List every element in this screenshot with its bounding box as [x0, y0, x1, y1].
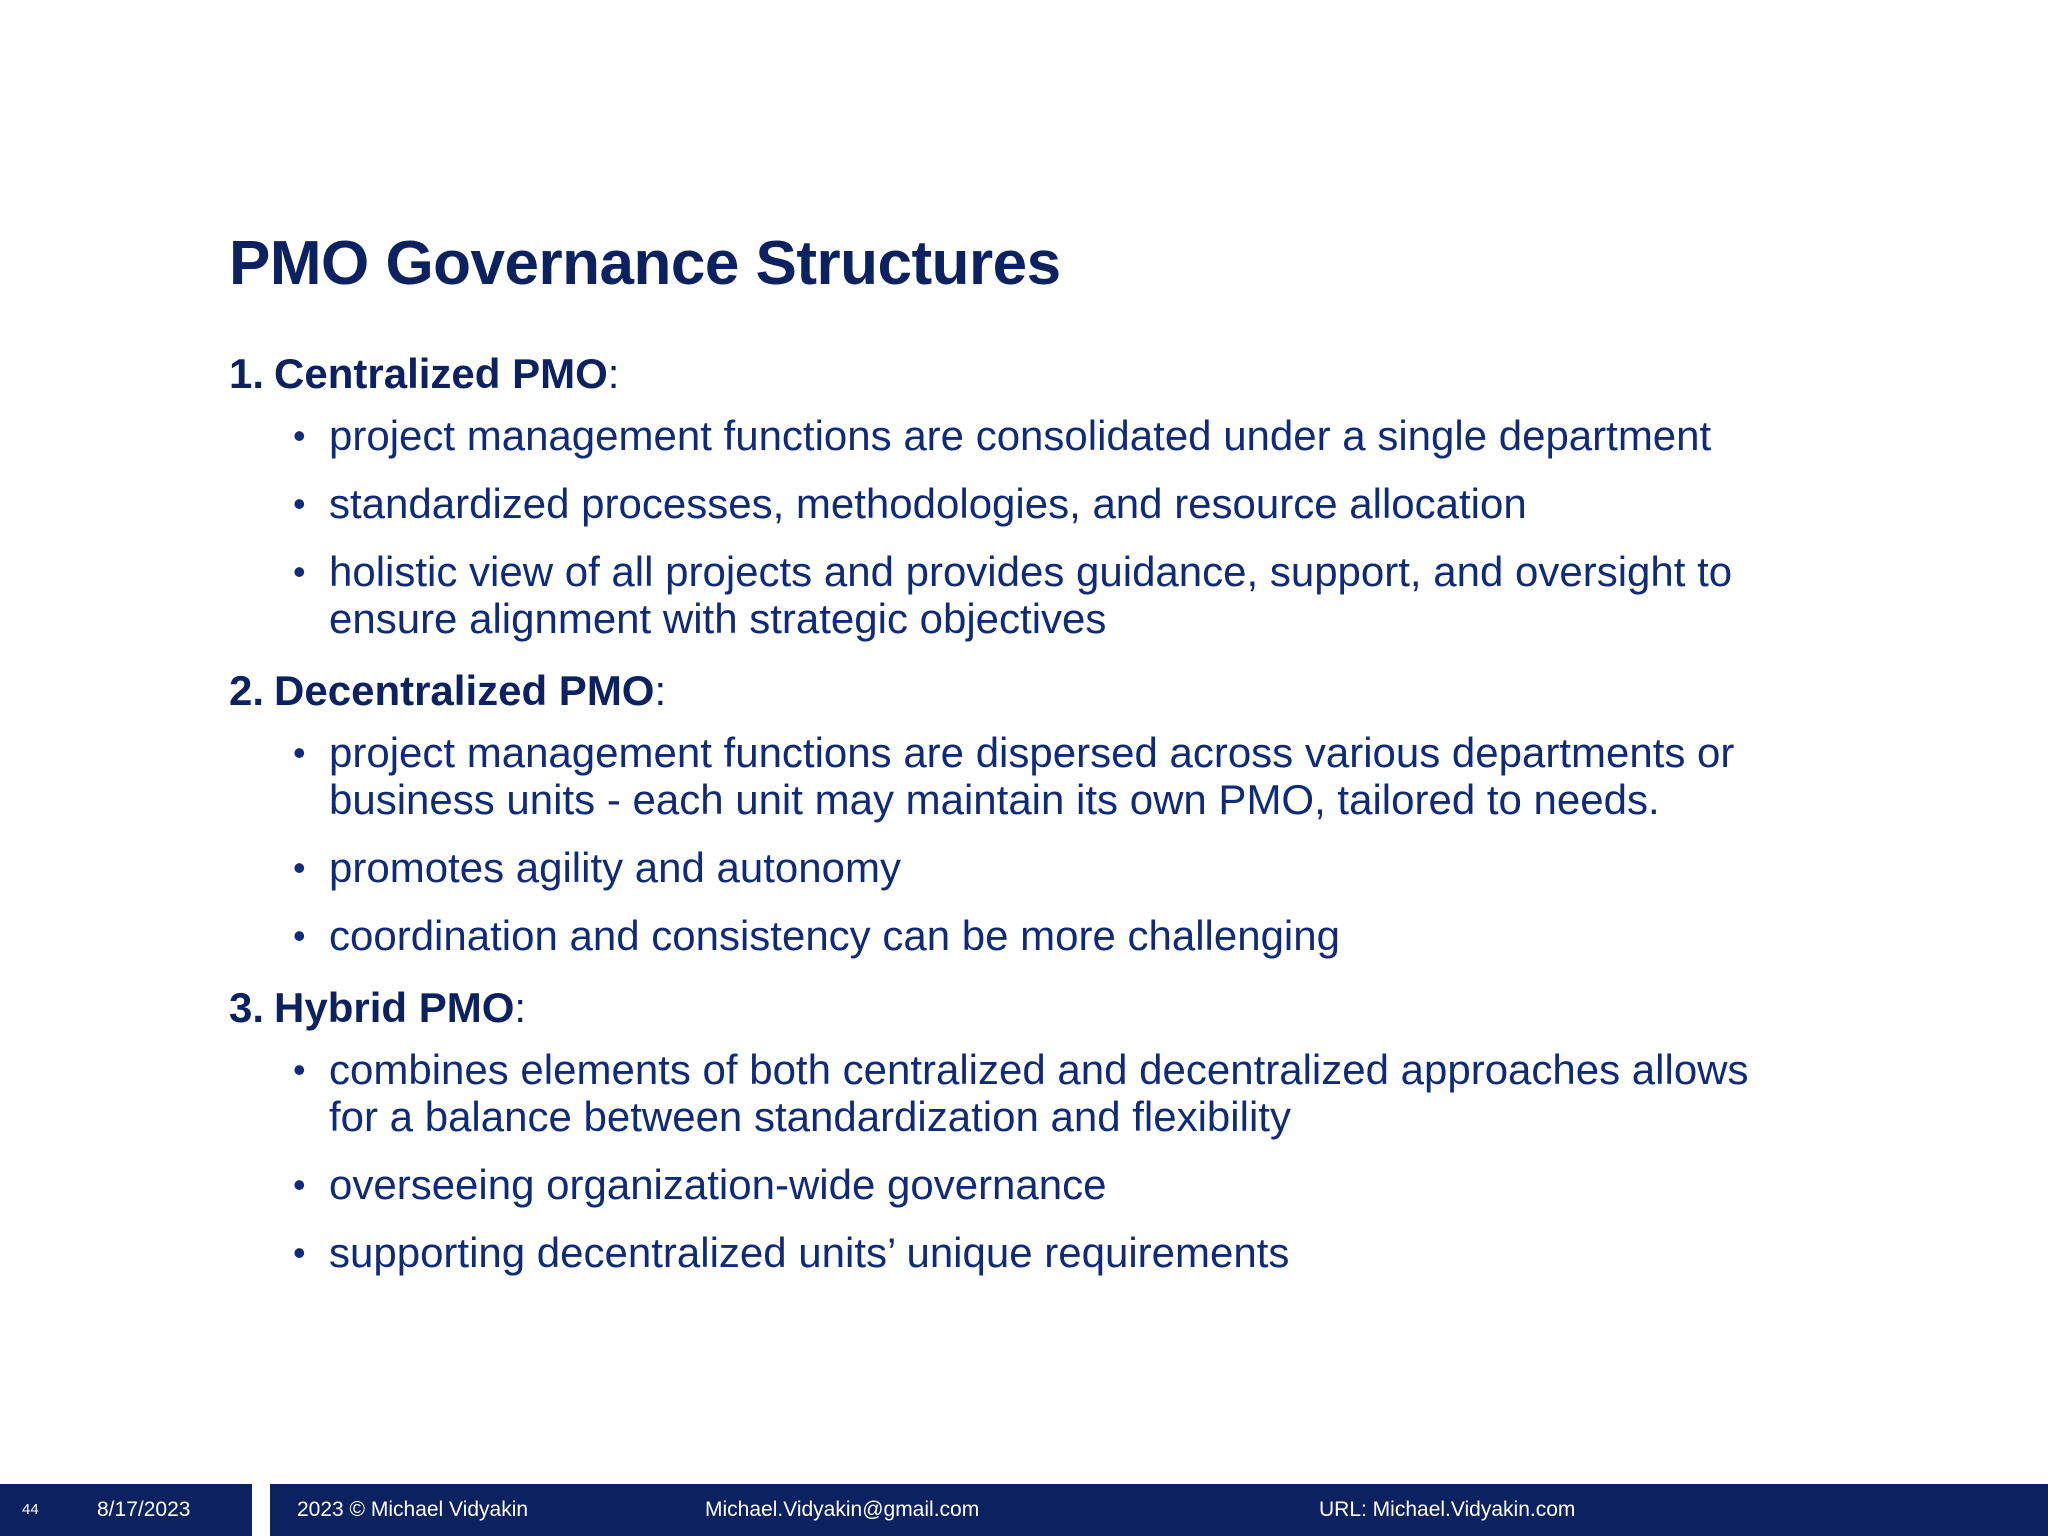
section-name: Decentralized PMO	[274, 667, 655, 714]
section-heading	[229, 663, 1849, 719]
bullet-icon: •	[293, 915, 306, 956]
bullet-text: project management functions are consolidated under a single department	[329, 412, 1712, 459]
bullet-icon: •	[293, 415, 306, 456]
section-heading	[229, 980, 1849, 1036]
slide-title: PMO Governance Structures	[229, 229, 1061, 298]
bullet-text: promotes agility and autonomy	[329, 844, 901, 891]
slide-body	[229, 346, 1849, 1297]
footer-url: URL: Michael.Vidyakin.com	[1319, 1498, 1576, 1521]
list-item	[229, 1161, 1769, 1208]
bullet-icon: •	[293, 483, 306, 524]
page-number: 44	[22, 1501, 39, 1518]
bullet-icon: •	[293, 732, 306, 773]
bullet-icon: •	[293, 1232, 306, 1273]
section-number: 2.	[229, 667, 265, 714]
section-colon: :	[654, 667, 667, 714]
footer-copyright: 2023 © Michael Vidyakin	[297, 1498, 529, 1521]
bullet-icon: •	[293, 847, 306, 888]
list-item	[229, 548, 1769, 642]
footer-right-bar	[270, 1484, 2048, 1536]
list-item	[229, 480, 1769, 527]
list-item	[229, 412, 1769, 459]
bullet-list	[229, 729, 1849, 959]
bullet-text: overseeing organization-wide governance	[329, 1161, 1107, 1208]
section-colon: :	[514, 984, 527, 1031]
bullet-icon: •	[293, 551, 306, 592]
footer-left-bar	[0, 1484, 252, 1536]
section-centralized-pmo	[229, 346, 1849, 642]
section-colon: :	[607, 350, 620, 397]
section-number: 3.	[229, 984, 265, 1031]
section-number: 1.	[229, 350, 265, 397]
footer-date: 8/17/2023	[97, 1498, 191, 1521]
list-item	[229, 729, 1769, 823]
bullet-text: standardized processes, methodologies, and resource allocation	[329, 480, 1527, 527]
bullet-text: project management functions are dispersed across various departments or business units - each unit may maintain its own PMO, tailored to needs.	[329, 729, 1735, 823]
slide-footer	[0, 1484, 2048, 1536]
list-item	[229, 1229, 1769, 1276]
section-name: Hybrid PMO	[274, 984, 515, 1031]
section-hybrid-pmo	[229, 980, 1849, 1276]
bullet-text: supporting decentralized units’ unique requirements	[329, 1229, 1290, 1276]
bullet-text: holistic view of all projects and provides guidance, support, and oversight to ensure alignment with strategic objectives	[329, 548, 1733, 642]
bullet-list	[229, 1046, 1849, 1276]
list-item	[229, 1046, 1769, 1140]
bullet-icon: •	[293, 1164, 306, 1205]
bullet-text: combines elements of both centralized and decentralized approaches allows for a balance between standardization and flexibility	[329, 1046, 1749, 1140]
section-heading	[229, 346, 1849, 402]
bullet-text: coordination and consistency can be more challenging	[329, 912, 1340, 959]
list-item	[229, 912, 1769, 959]
section-decentralized-pmo	[229, 663, 1849, 959]
footer-email: Michael.Vidyakin@gmail.com	[705, 1498, 980, 1521]
bullet-icon: •	[293, 1049, 306, 1090]
list-item	[229, 844, 1769, 891]
section-name: Centralized PMO	[274, 350, 608, 397]
bullet-list	[229, 412, 1849, 642]
